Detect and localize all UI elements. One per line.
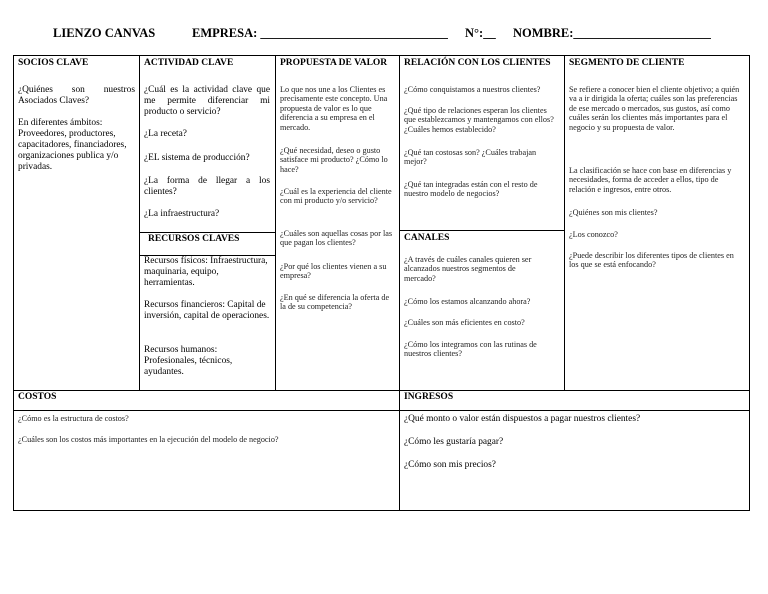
- document-title: LIENZO CANVAS: [53, 26, 156, 40]
- propuesta-item: ¿Cuál es la experiencia del cliente con mi producto y/o servicio?: [280, 187, 392, 206]
- socios-clave-title: SOCIOS CLAVE: [18, 58, 89, 68]
- propuesta-item: ¿Cuáles son aquellas cosas por las que pagan los clientes?: [280, 229, 393, 248]
- recursos-item: Recursos financieros: Capital de inversión, capital de operaciones.: [144, 300, 270, 321]
- actividad-clave-cell: [139, 55, 276, 233]
- segmento-item: ¿Puede describir los diferentes tipos de clientes en los que se está enfocando?: [569, 251, 734, 270]
- relacion-item: ¿Qué tan integradas están con el resto de nuestro modelo de negocios?: [404, 180, 538, 199]
- relacion-item: ¿Qué tan costosas son? ¿Cuáles trabajan mejor?: [404, 148, 537, 167]
- propuesta-valor-title: PROPUESTA DE VALOR: [280, 58, 388, 68]
- empresa-field[interactable]: EMPRESA: ______________________________: [192, 26, 448, 40]
- socios-question: ¿Quiénes son nuestros Asociados Claves?: [18, 85, 135, 106]
- actividad-item: ¿La receta?: [144, 129, 187, 139]
- canales-title: CANALES: [404, 233, 450, 243]
- socios-description: En diferentes ámbitos: Proveedores, productores, capacitadores, financiadores, organizaciones publica y/o privadas.: [18, 118, 127, 172]
- canales-item: ¿A través de cuáles canales quieren ser alcanzados nuestros segmentos de mercado?: [404, 255, 532, 283]
- recursos-item: Recursos humanos: Profesionales, técnicos, ayudantes.: [144, 345, 233, 377]
- ingresos-item: ¿Qué monto o valor están dispuestos a pagar nuestros clientes?: [404, 414, 641, 424]
- ingresos-item: ¿Cómo les gustaría pagar?: [404, 437, 504, 447]
- actividad-clave-title: ACTIVIDAD CLAVE: [144, 58, 234, 68]
- canales-item: ¿Cuáles son más eficientes en costo?: [404, 318, 525, 327]
- nombre-field[interactable]: NOMBRE:______________________: [513, 26, 711, 40]
- canales-item: ¿Cómo los estamos alcanzando ahora?: [404, 297, 531, 306]
- ingresos-divider: [399, 410, 750, 411]
- segmento-item: La clasificación se hace con base en diferencias y necesidades, forma de acceder a ellos, tipo de relación e ingresos, entre otros.: [569, 166, 732, 194]
- ingresos-cell: [399, 390, 750, 511]
- recursos-claves-title: RECURSOS CLAVES: [148, 234, 240, 244]
- actividad-item: ¿EL sistema de producción?: [144, 153, 250, 163]
- ingresos-title: INGRESOS: [404, 392, 454, 402]
- page-header: [0, 26, 768, 42]
- relacion-item: ¿Qué tipo de relaciones esperan los clientes que establezcamos y mantengamos con ellos? ¿Cuáles hemos establecido?: [404, 106, 554, 134]
- relacion-clientes-cell: [399, 55, 565, 231]
- relacion-clientes-title: RELACIÓN CON LOS CLIENTES: [404, 58, 551, 68]
- actividad-item: ¿La forma de llegar a los clientes?: [144, 176, 270, 197]
- propuesta-item: ¿En qué se diferencia la oferta de la de su competencia?: [280, 293, 390, 312]
- segmento-item: ¿Quiénes son mis clientes?: [569, 208, 658, 217]
- costos-title: COSTOS: [18, 392, 57, 402]
- actividad-item: ¿Cuál es la actividad clave que me permite diferenciar mi producto o servicio?: [144, 85, 270, 117]
- relacion-item: ¿Cómo conquistamos a nuestros clientes?: [404, 85, 541, 94]
- segmento-cliente-title: SEGMENTO DE CLIENTE: [569, 58, 685, 68]
- propuesta-item: Lo que nos une a los Clientes es precisamente este concepto. Una propuesta de valor es lo que diferencia a su empresa en el mercado.: [280, 85, 388, 132]
- canales-item: ¿Cómo los integramos con las rutinas de nuestros clientes?: [404, 340, 537, 359]
- recursos-item: Recursos físicos: Infraestructura, maquinaria, equipo, herramientas.: [144, 256, 268, 288]
- propuesta-item: ¿Por qué los clientes vienen a su empresa?: [280, 262, 387, 281]
- ingresos-item: ¿Cómo son mis precios?: [404, 460, 496, 470]
- costos-item: ¿Cuáles son los costos más importantes en la ejecución del modelo de negocio?: [18, 435, 279, 444]
- costos-item: ¿Cómo es la estructura de costos?: [18, 414, 129, 423]
- actividad-item: ¿La infraestructura?: [144, 209, 220, 219]
- numero-field[interactable]: N°:__: [465, 26, 496, 40]
- segmento-item: Se refiere a conocer bien el cliente objetivo; a quién va a ir dirigida la oferta; cuáles son las preferencias de ese mercado o mercados, sus gustos, así como cuáles serán los clientes más importantes para el negocio y su propuesta de valor.: [569, 85, 740, 132]
- costos-divider: [13, 410, 400, 411]
- costos-cell: [13, 390, 400, 511]
- segmento-item: ¿Los conozco?: [569, 230, 618, 239]
- propuesta-item: ¿Qué necesidad, deseo o gusto satisface mi producto? ¿Cómo lo hace?: [280, 146, 388, 174]
